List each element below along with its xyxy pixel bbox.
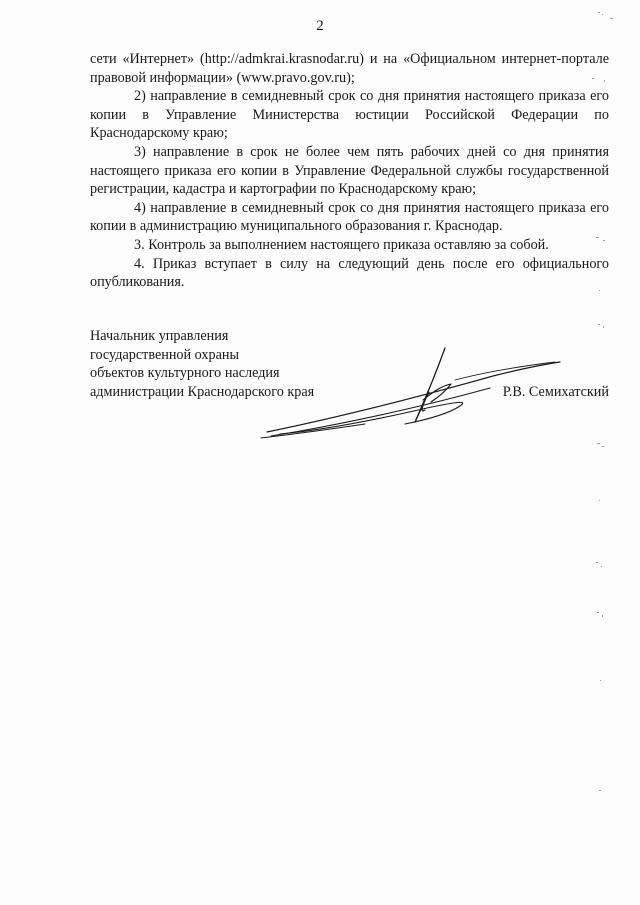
paragraph-2: 2) направление в семидневный срок со дня принятия настоящего приказа его копии в Управление Министерства юстиции Российской Федерации по Краснодарскому краю; [90, 88, 609, 142]
handwritten-signature [255, 340, 575, 445]
paragraph-1: сети «Интернет» (http://admkrai.krasnodar.ru) и на «Официальном интернет-портале правовой информации» (www.pravo.gov.ru); [90, 51, 609, 86]
paragraph-6: 4. Приказ вступает в силу на следующий день после его официального опубликования. [90, 255, 609, 291]
signatory-title-line-4: администрации Краснодарского края [90, 383, 315, 400]
document-body [90, 50, 609, 292]
signatory-title-line-1: Начальник управления [90, 328, 229, 344]
paragraph-5: 3. Контроль за выполнением настоящего приказа оставляю за собой. [134, 236, 549, 253]
signatory-title-line-2: государственной охраны [90, 346, 240, 363]
signatory-title-line-3: объектов культурного наследия [90, 365, 280, 382]
paragraph-3: 3) направление в срок не более чем пять рабочих дней со дня принятия настоящего приказа его копии в Управление Федеральной службы государственной регистрации, кадастра и картографии по Краснодарскому краю; [90, 143, 609, 198]
paragraph-4: 4) направление в семидневный срок со дня принятия настоящего приказа его копии в администрацию муниципального образования г. Краснодар. [90, 199, 609, 235]
signatory-name: Р.В. Семихатский [502, 383, 609, 400]
page-number: 2 [316, 18, 324, 34]
